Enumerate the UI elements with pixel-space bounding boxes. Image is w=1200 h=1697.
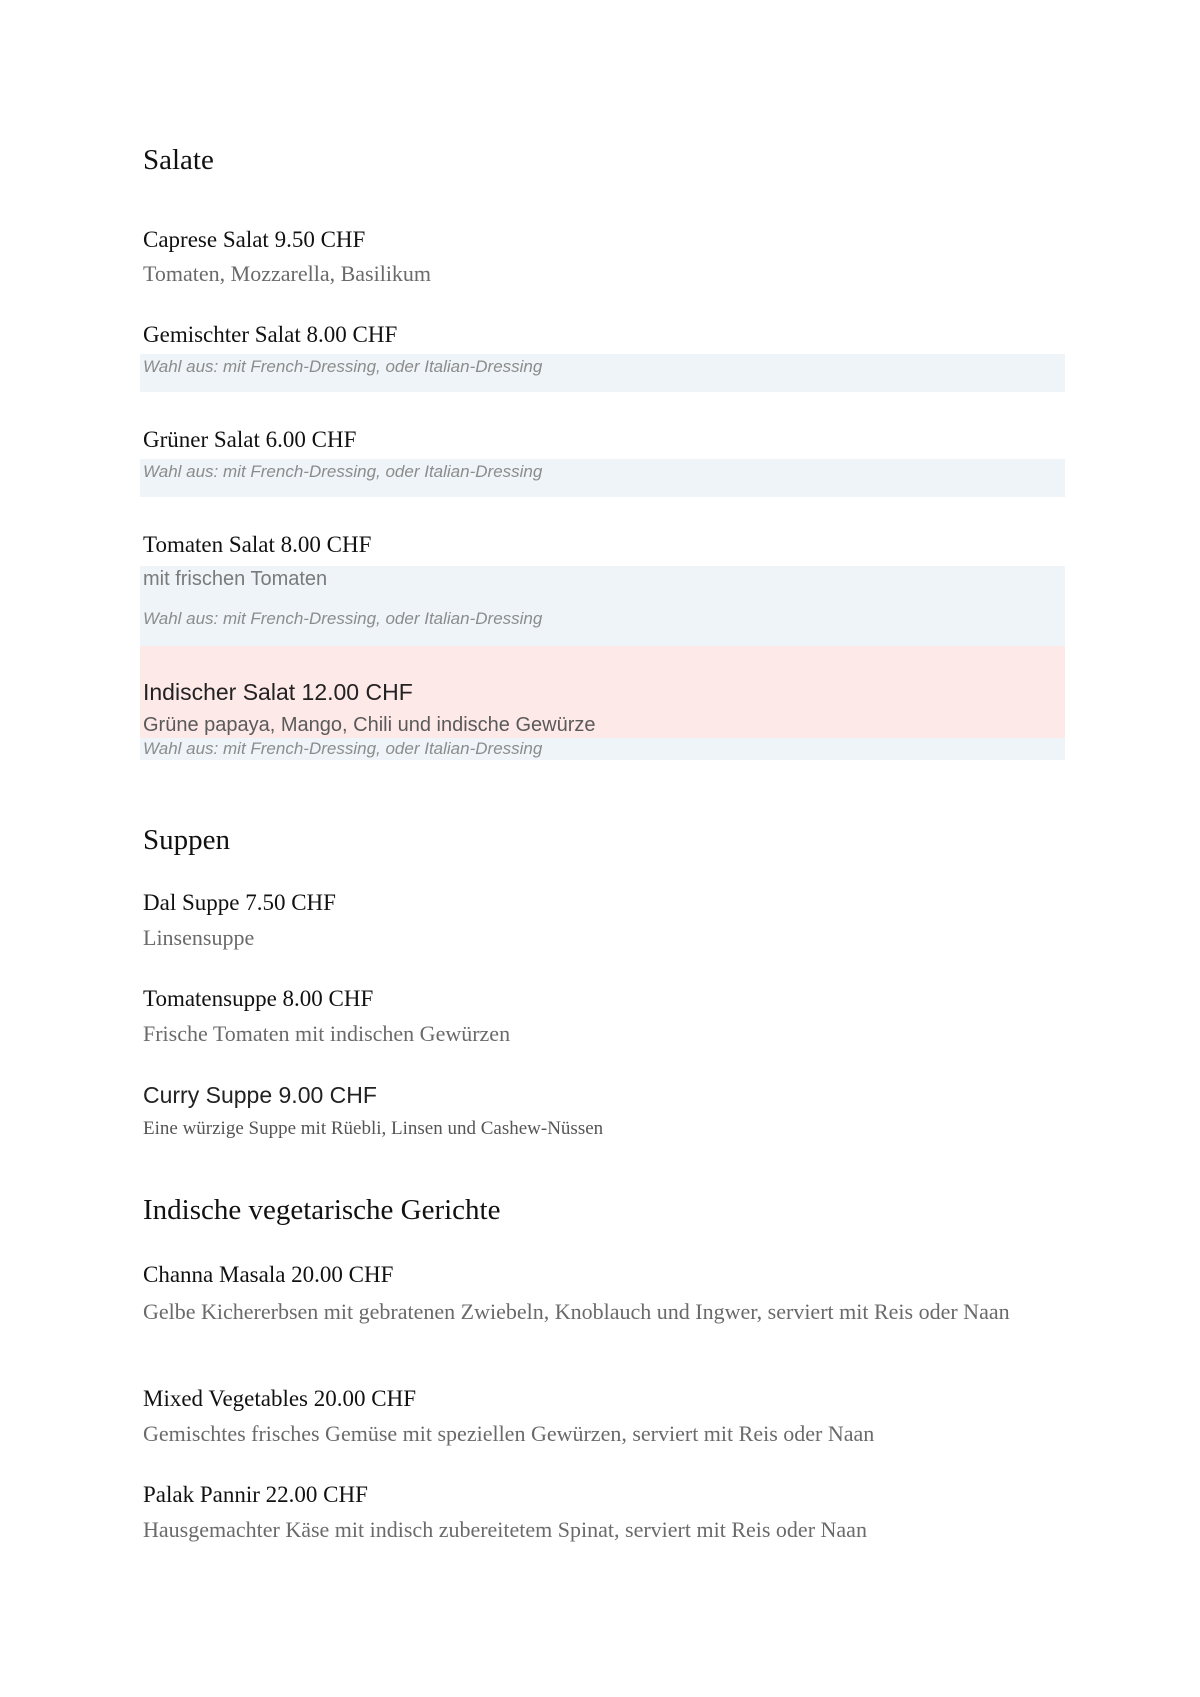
item-title-indischer: Indischer Salat 12.00 CHF	[143, 679, 413, 705]
item-title-dal-suppe: Dal Suppe 7.50 CHF	[143, 890, 336, 915]
item-title-tomaten: Tomaten Salat 8.00 CHF	[143, 532, 372, 557]
item-desc-palak-pannir: Hausgemachter Käse mit indisch zubereitetem Spinat, serviert mit Reis oder Naan	[143, 1517, 867, 1542]
item-desc-channa-masala: Gelbe Kichererbsen mit gebratenen Zwiebeln, Knoblauch und Ingwer, serviert mit Reis oder Naan	[143, 1299, 1010, 1324]
item-desc-indischer: Grüne papaya, Mango, Chili und indische Gewürze	[143, 714, 596, 736]
item-title-mixed-vegetables: Mixed Vegetables 20.00 CHF	[143, 1386, 417, 1411]
item-desc-curry-suppe: Eine würzige Suppe mit Rüebli, Linsen und Cashew-Nüssen	[143, 1118, 604, 1139]
item-dressing-tomaten: Wahl aus: mit French-Dressing, oder Italian-Dressing	[143, 609, 543, 628]
item-title-gruener: Grüner Salat 6.00 CHF	[143, 427, 357, 452]
item-title-palak-pannir: Palak Pannir 22.00 CHF	[143, 1482, 368, 1507]
item-dressing-gruener: Wahl aus: mit French-Dressing, oder Italian-Dressing	[143, 462, 543, 481]
section-heading-gerichte: Indische vegetarische Gerichte	[143, 1194, 501, 1226]
item-desc-tomatensuppe: Frische Tomaten mit indischen Gewürzen	[143, 1021, 511, 1046]
item-title-caprese: Caprese Salat 9.50 CHF	[143, 227, 366, 252]
item-dressing-indischer: Wahl aus: mit French-Dressing, oder Italian-Dressing	[143, 739, 543, 758]
item-title-tomatensuppe: Tomatensuppe 8.00 CHF	[143, 986, 374, 1011]
item-title-gemischter: Gemischter Salat 8.00 CHF	[143, 322, 398, 347]
item-dressing-gemischter: Wahl aus: mit French-Dressing, oder Italian-Dressing	[143, 357, 543, 376]
item-desc-tomaten: mit frischen Tomaten	[143, 568, 328, 590]
item-desc-dal-suppe: Linsensuppe	[143, 925, 255, 950]
section-heading-salate: Salate	[143, 144, 214, 176]
section-heading-suppen: Suppen	[143, 824, 230, 856]
item-desc-mixed-vegetables: Gemischtes frisches Gemüse mit speziellen Gewürzen, serviert mit Reis oder Naan	[143, 1421, 875, 1446]
item-title-curry-suppe: Curry Suppe 9.00 CHF	[143, 1082, 377, 1108]
item-desc-caprese: Tomaten, Mozzarella, Basilikum	[143, 261, 432, 286]
item-title-channa-masala: Channa Masala 20.00 CHF	[143, 1262, 394, 1287]
